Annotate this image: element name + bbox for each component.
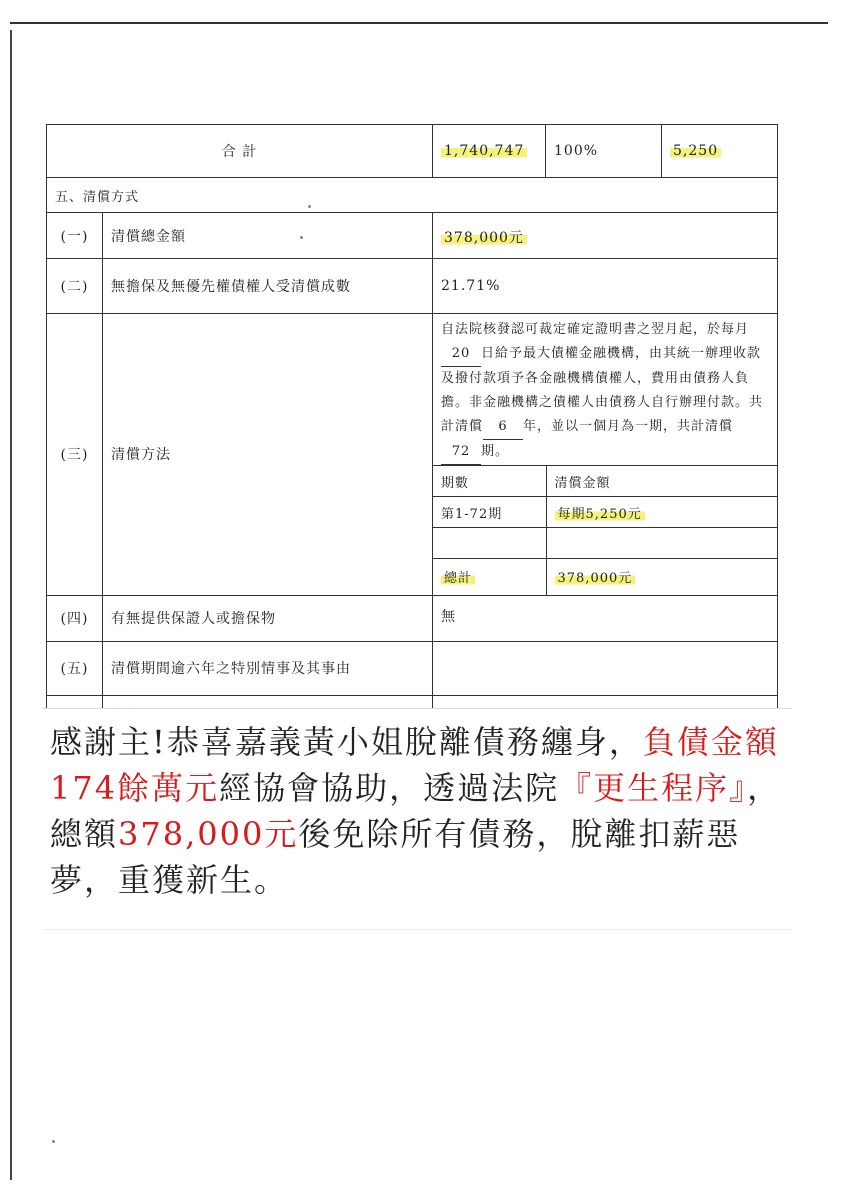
- announcement-overlay: [42, 708, 792, 930]
- table-row: [47, 641, 778, 695]
- row-label: 清償方法: [103, 314, 433, 596]
- announcement-text: ，總額: [50, 769, 782, 853]
- table-row: [47, 314, 778, 596]
- scan-speck: [52, 1140, 55, 1143]
- row-number: (二): [47, 259, 103, 314]
- row-value: 無: [433, 595, 778, 641]
- table-row: [47, 259, 778, 314]
- row-value: 21.71%: [433, 259, 778, 314]
- row-number: (一): [47, 213, 103, 259]
- header-period: 期數: [433, 466, 546, 497]
- announcement-debt: 負債金額174餘萬元: [50, 723, 779, 807]
- row-number: (四): [47, 595, 103, 641]
- installment-amount: 每期5,250元: [546, 497, 777, 528]
- row-label: 清償期間逾六年之特別情事及其事由: [103, 641, 433, 695]
- installment-empty-row: [433, 528, 777, 559]
- installment-period: 第1-72期: [433, 497, 546, 528]
- scan-top-edge: [10, 22, 828, 24]
- total-row: [47, 125, 778, 178]
- announcement-text: 經協會協助，透過法院: [219, 769, 560, 807]
- total-monthly: 5,250: [662, 125, 778, 178]
- row-number: (五): [47, 641, 103, 695]
- total-percent: 100%: [546, 125, 662, 178]
- table-row: [47, 595, 778, 641]
- method-paragraph: 自法院核發認可裁定確定證明書之翌月起，於每月20 日給予最大債權金融機構，由其統一辦理收款及撥付款項予各金融機構債權人，費用由債務人負擔。非金融機構之債權人由債務人自行辦理付款。共計清償 6 年，並以一個月為一期，共計清償72 期。: [433, 314, 777, 465]
- periods-blank: 72: [441, 440, 481, 465]
- announcement-total: 378,000元: [118, 815, 299, 853]
- scan-left-edge: [10, 30, 12, 1180]
- installment-table: [433, 465, 777, 595]
- years-blank: 6: [483, 415, 523, 440]
- row-label: 清償總金額: [103, 213, 433, 259]
- total-amount: 1,740,747: [433, 125, 546, 178]
- installment-total-label: 總計: [433, 559, 546, 595]
- installment-total-row: [433, 559, 777, 595]
- day-blank: 20: [441, 342, 481, 367]
- header-amount: 清償金額: [546, 466, 777, 497]
- row-value: 378,000元: [433, 213, 778, 259]
- total-label: 合 計: [47, 125, 433, 178]
- method-cell: [433, 314, 778, 596]
- installment-header: [433, 466, 777, 497]
- repayment-table: [46, 124, 778, 736]
- row-number: (三): [47, 314, 103, 596]
- announcement-text: 後免除所有債務，脫離扣薪惡夢，重獲新生。: [50, 815, 741, 899]
- row-label: 無擔保及無優先權債權人受清償成數: [103, 259, 433, 314]
- row-label: 有無提供保證人或擔保物: [103, 595, 433, 641]
- announcement-text: 感謝主!恭喜嘉義黃小姐脫離債務纏身，: [50, 723, 643, 761]
- section-row: [47, 178, 778, 213]
- installment-row: [433, 497, 777, 528]
- table-row: [47, 213, 778, 259]
- announcement-procedure: 『更生程序』: [559, 769, 748, 807]
- installment-total-value: 378,000元: [546, 559, 777, 595]
- section-title: 五、清償方式: [47, 178, 778, 213]
- row-value: [433, 641, 778, 695]
